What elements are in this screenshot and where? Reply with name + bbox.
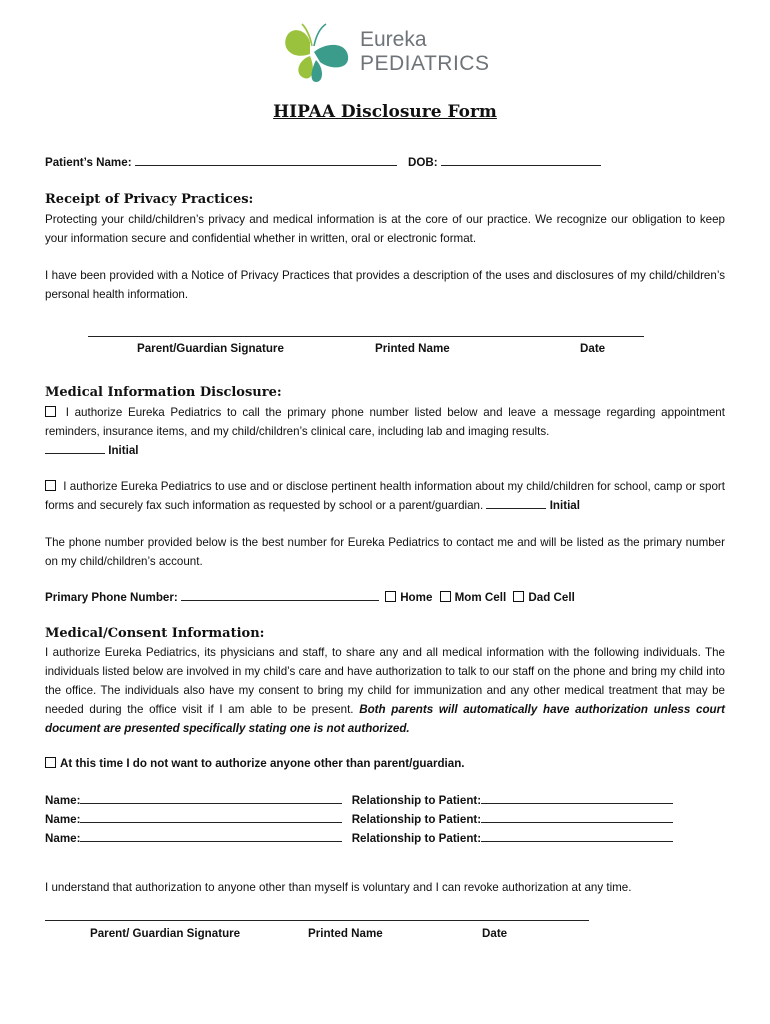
logo-pediatrics-text: PEDIATRICS — [360, 52, 490, 75]
disclosure-item-1-text: I authorize Eureka Pediatrics to call the primary phone number listed below and leave a message regarding appointment reminders, insurance items, and my child/children’s clinical care, including lab and imaging results. — [45, 406, 725, 438]
dad-cell-option-label: Dad Cell — [528, 591, 575, 604]
relationship-label: Relationship to Patient: — [351, 813, 482, 826]
disclosure-item-1-initial-field[interactable] — [45, 443, 105, 454]
authorized-name-label: Name: — [45, 794, 81, 807]
page-title: HIPAA Disclosure Form — [273, 102, 497, 122]
butterfly-logo-icon — [280, 20, 356, 84]
patient-name-field[interactable] — [135, 155, 397, 166]
consent-signature-line[interactable] — [45, 920, 589, 921]
no-authorize-row — [45, 757, 465, 770]
consent-paragraph-text: I authorize Eureka Pediatrics, its physicians and staff, to share any and all medical information with the following individuals. The individuals listed below are involved in my child’s care and have authorization to talk to our staff on the phone and bring my child into the office. The individuals also have my consent to bring my child for immunization and any other medical treatment that may be needed during the office visit if I am able to be present. — [45, 646, 725, 716]
consent-heading: Medical/Consent Information: — [45, 626, 265, 641]
authorized-person-row — [45, 793, 673, 807]
authorized-name-field[interactable] — [80, 793, 342, 804]
privacy-heading: Receipt of Privacy Practices: — [45, 192, 254, 207]
privacy-date-label: Date — [580, 342, 606, 355]
privacy-paragraph-1: Protecting your child/children’s privacy and medical information is at the core of our practice. We recognize our obligation to keep your information secure and confidential whether in written, oral or electronic format. — [45, 213, 725, 245]
disclosure-item-1 — [45, 403, 725, 460]
relationship-field[interactable] — [481, 831, 673, 842]
mom-cell-option-label: Mom Cell — [454, 591, 507, 604]
authorized-name-field[interactable] — [80, 831, 342, 842]
authorized-name-field[interactable] — [80, 812, 342, 823]
consent-paragraph-emphasis: Both parents will automatically have authorization unless court document are presented specifically stating one is not authorized. — [45, 703, 725, 735]
authorized-name-label: Name: — [45, 813, 81, 826]
dob-label: DOB: — [408, 156, 438, 169]
disclosure-item-2-text: I authorize Eureka Pediatrics to use and or disclose pertinent health information about my child/children for school, camp or sport forms and securely fax such information as requested by school or a parent/guardian. — [45, 480, 725, 512]
disclosure-item-2-initial-label: Initial — [549, 499, 580, 512]
privacy-printed-name-label: Printed Name — [375, 342, 450, 355]
consent-date-label: Date — [482, 927, 508, 940]
disclosure-item-2-checkbox[interactable] — [45, 480, 56, 491]
patient-name-label: Patient’s Name: — [45, 156, 132, 169]
relationship-label: Relationship to Patient: — [351, 794, 482, 807]
primary-phone-field[interactable] — [181, 590, 379, 601]
privacy-paragraph-2: I have been provided with a Notice of Privacy Practices that provides a description of the uses and disclosures of my child/children’s personal health information. — [45, 269, 725, 301]
mom-cell-checkbox[interactable] — [440, 591, 451, 602]
understand-statement: I understand that authorization to anyone other than myself is voluntary and I can revoke authorization at any time. — [45, 881, 632, 894]
no-authorize-label: At this time I do not want to authorize anyone other than parent/guardian. — [60, 757, 465, 770]
disclosure-item-2 — [45, 477, 725, 515]
primary-phone-label: Primary Phone Number: — [45, 591, 178, 604]
relationship-field[interactable] — [481, 793, 673, 804]
dad-cell-checkbox[interactable] — [513, 591, 524, 602]
privacy-signature-label: Parent/Guardian Signature — [137, 342, 284, 355]
authorized-person-row — [45, 831, 673, 845]
authorized-name-label: Name: — [45, 832, 81, 845]
medical-disclosure-heading: Medical Information Disclosure: — [45, 385, 282, 400]
logo — [280, 20, 500, 84]
privacy-signature-line[interactable] — [88, 336, 644, 337]
disclosure-item-1-initial-label: Initial — [108, 444, 139, 457]
consent-signature-label: Parent/ Guardian Signature — [90, 927, 241, 940]
consent-printed-name-label: Printed Name — [308, 927, 383, 940]
authorized-person-row — [45, 812, 673, 826]
home-checkbox[interactable] — [385, 591, 396, 602]
patient-info-row — [45, 155, 601, 169]
primary-phone-row — [45, 590, 575, 604]
disclosure-item-1-checkbox[interactable] — [45, 406, 56, 417]
no-authorize-checkbox[interactable] — [45, 757, 56, 768]
relationship-field[interactable] — [481, 812, 673, 823]
logo-eureka-text: Eureka — [360, 28, 427, 51]
consent-paragraph — [45, 643, 725, 738]
home-option-label: Home — [400, 591, 433, 604]
phone-paragraph: The phone number provided below is the best number for Eureka Pediatrics to contact me and will be listed as the primary number on my child/children’s account. — [45, 536, 725, 568]
relationship-label: Relationship to Patient: — [351, 832, 482, 845]
dob-field[interactable] — [441, 155, 601, 166]
disclosure-item-2-initial-field[interactable] — [486, 498, 546, 509]
